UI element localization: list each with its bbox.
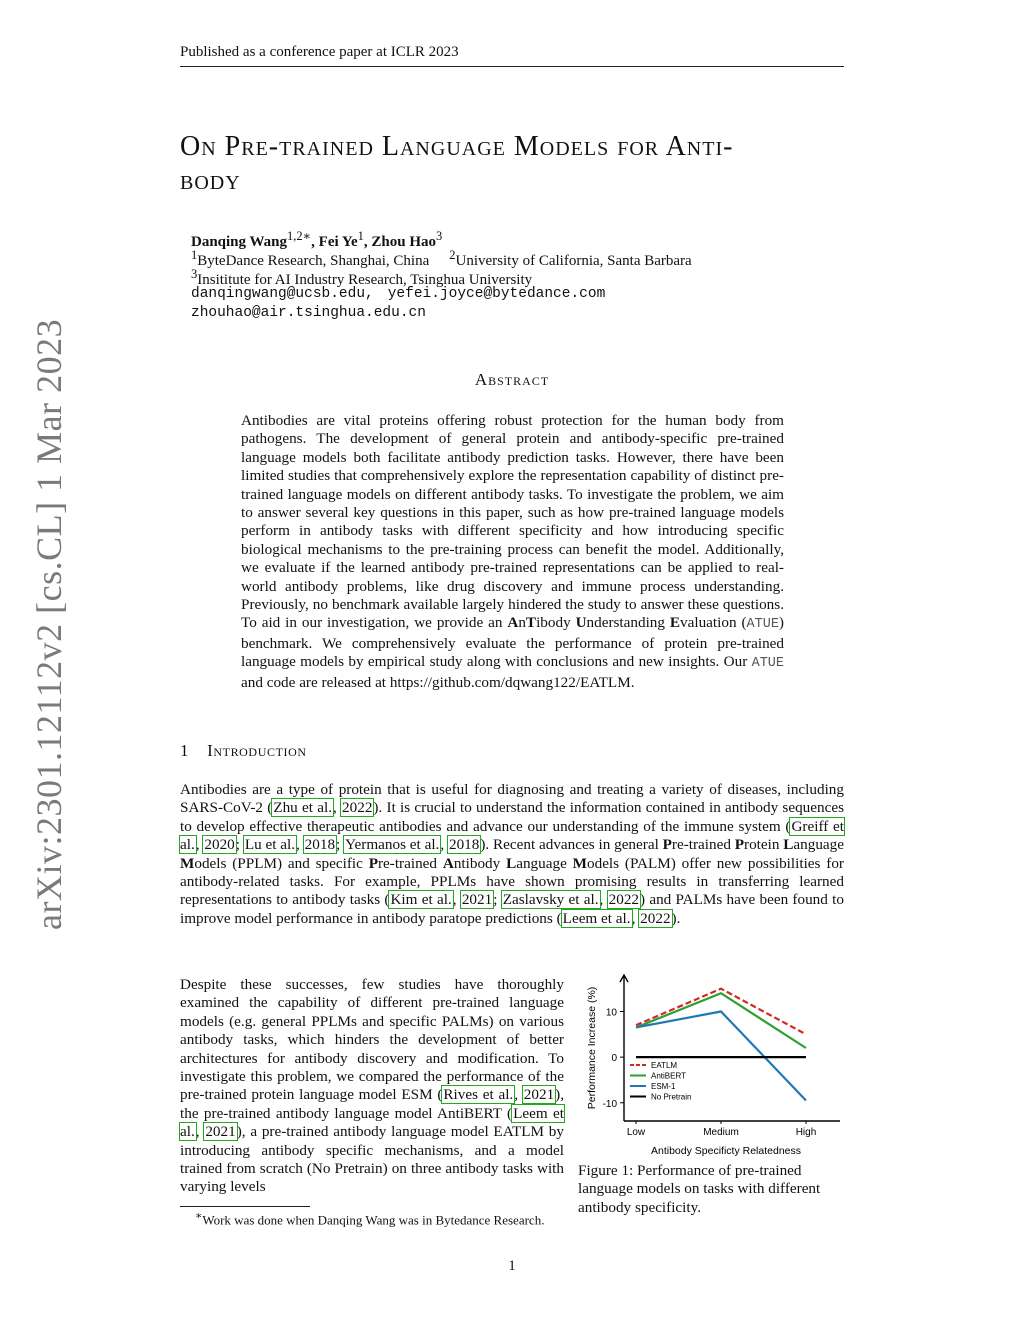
footnote-text: Work was done when Danqing Wang was in Bytedance Research. bbox=[202, 1212, 545, 1228]
x-tick-label: Low bbox=[626, 1127, 646, 1138]
y-axis-label: Performance Increase (%) bbox=[586, 986, 598, 1110]
citation-link[interactable]: 2021 bbox=[461, 891, 493, 909]
section-title: Introduction bbox=[207, 741, 307, 760]
arxiv-stamp: arXiv:2301.12112v2 [cs.CL] 1 Mar 2023 bbox=[29, 318, 69, 930]
author-2: Fei Ye bbox=[318, 234, 358, 250]
title-line-1: On Pre-trained Language Models for Anti- bbox=[180, 131, 734, 162]
x-axis-label: Antibody Specificty Relatedness bbox=[651, 1145, 801, 1157]
citation-link[interactable]: 2022 bbox=[640, 909, 671, 927]
citation-link[interactable]: Yermanos et al. bbox=[345, 836, 440, 854]
email-row-1 bbox=[191, 285, 605, 304]
title-line-2: body bbox=[180, 165, 241, 196]
email-1: danqingwang@ucsb.edu, bbox=[191, 286, 374, 302]
citation-link[interactable]: Zaslavsky et al. bbox=[502, 891, 599, 909]
citation-link[interactable]: 2022 bbox=[342, 799, 373, 817]
email-row-2 bbox=[191, 304, 426, 323]
author-3: Zhou Hao bbox=[371, 234, 437, 250]
abstract-heading: Abstract bbox=[474, 370, 550, 389]
affiliation-3: Insititute for AI Industry Research, Tsinghua University bbox=[197, 272, 533, 288]
citation-link[interactable]: Leem et al. bbox=[180, 1104, 564, 1141]
citation-link[interactable]: 2021 bbox=[523, 1086, 555, 1104]
affiliation-2: University of California, Santa Barbara bbox=[455, 253, 692, 269]
section-heading bbox=[180, 741, 307, 761]
atue-name: ATUE bbox=[746, 617, 779, 633]
author-1-footnote-mark: ∗ bbox=[302, 229, 312, 243]
atue-name: ATUE bbox=[751, 656, 784, 672]
series-line-antibert bbox=[636, 993, 806, 1048]
citation-link[interactable]: Lu et al. bbox=[244, 836, 296, 854]
y-tick-label: -10 bbox=[602, 1098, 617, 1110]
author-1: Danqing Wang bbox=[191, 234, 288, 250]
citation-link[interactable]: 2022 bbox=[608, 891, 639, 909]
citation-link[interactable]: Leem et al. bbox=[562, 909, 631, 927]
figure-caption: Figure 1: Performance of pre-trained language models on tasks with different antibody specificity. bbox=[578, 1162, 821, 1216]
citation-link[interactable]: 2018 bbox=[448, 836, 480, 854]
legend-label-no-pretrain: No Pretrain bbox=[651, 1092, 692, 1102]
citation-link[interactable]: 2021 bbox=[205, 1123, 236, 1141]
affiliation-1: ByteDance Research, Shanghai, China bbox=[197, 253, 430, 269]
body-paragraph: Despite these successes, few studies have thoroughly examined the capability of different pre-trained language models (e.g. general PPLMs and specific PALMs) on various antibody tasks, which hinders the development of better architectures for antibody discovery and modification. To investigate this problem, we compared the performance of the pre-trained protein language model ESM (Rives et al., 2021), the pre-trained antibody language model AntiBERT (Leem et al., 2021), a pre-trained antibody language model EATLM by introducing antibody specific mechanisms, and a model trained from scratch (No Pretrain) on three antibody tasks with varying levels bbox=[180, 976, 565, 1196]
citation-link[interactable]: Zhu et al. bbox=[273, 799, 332, 817]
header-rule bbox=[180, 66, 844, 67]
author-3-affil: 3 bbox=[436, 229, 443, 243]
email-3: zhouhao@air.tsinghua.edu.cn bbox=[191, 305, 426, 321]
footnote-mark: ∗ bbox=[195, 1210, 203, 1222]
legend-label-eatlm: EATLM bbox=[651, 1061, 678, 1070]
author-list: Danqing Wang$^{1,2∗}$, Fei Ye$^1$, Zhou Hao$^3$ bbox=[191, 229, 443, 250]
citation-link[interactable]: Greiff et al. bbox=[180, 817, 844, 854]
intro-paragraph: Antibodies are a type of protein that is useful for diagnosing and treating a variety of diseases, including SARS-CoV-2 (Zhu et al., 2022). It is crucial to understand the information contained in antibody sequences to develop effective therapeutic antibodies and advance our understanding of the immune system (Greiff et al., 2020; Lu et al., 2018; Yermanos et al., 2018). Recent advances in general Pre-trained Protein Language Models (PPLM) and specific Pre-trained Antibody Language Models (PALM) offer new possibilities for antibody-related tasks. For example, PPLMs have shown promising results in transferring learned representations to antibody tasks (Kim et al., 2021; Zaslavsky et al., 2022) and PALMs have been found to improve model performance in antibody paratope predictions (Leem et al., 2022). bbox=[180, 781, 845, 927]
abstract-body: Antibodies are vital proteins offering robust protection for the human body from pathogens. The development of general protein and antibody-specific pre-trained language models both facilitate antibody prediction tasks. However, there have been limited studies that comprehensively explore the representation capability of distinct pre-trained language models on different antibody tasks. To investigate the problem, we aim to answer several key questions in this paper, such as how pre-trained language models perform in antibody tasks with different specificity and how introducing specific biological mechanisms to the pre-training process can benefit the model. Additionally, we evaluate if the learned antibody pre-trained representations can be applied to real-world antibody problems, like drug discovery and immune process understanding. Previously, no benchmark available largely hindered the study to answer these questions. To aid in our investigation, we provide an AnTibody Understanding Evaluation (ATUE) benchmark. We comprehensively evaluate the performance of protein pre-trained language models by empirical study along with conclusions and new insights. Our ATUE and code are released at https://github.com/dqwang122/EATLM. bbox=[241, 412, 784, 691]
paper-title bbox=[180, 130, 850, 198]
running-header: Published as a conference paper at ICLR 2023 bbox=[180, 44, 459, 60]
author-1-affil: 1,2 bbox=[287, 229, 303, 243]
citation-link[interactable]: 2018 bbox=[304, 836, 336, 854]
x-tick-label: High bbox=[795, 1127, 817, 1138]
section-number: 1 bbox=[180, 741, 190, 760]
figure-1-chart bbox=[578, 965, 846, 1160]
author-2-affil: 1 bbox=[357, 229, 364, 243]
citation-link[interactable]: Rives et al. bbox=[443, 1086, 514, 1104]
affiliation-row-1: $^1$ByteDance Research, Shanghai, China $^2$University of California, Santa Barbara bbox=[191, 248, 692, 269]
citation-link[interactable]: Kim et al. bbox=[390, 891, 452, 909]
y-tick-label: 0 bbox=[611, 1053, 617, 1065]
y-tick-label: 10 bbox=[605, 1007, 617, 1019]
affiliation-row-3: $^3$Insititute for AI Industry Research, Tsinghua University bbox=[191, 267, 533, 288]
x-tick-label: Medium bbox=[703, 1127, 739, 1138]
citation-link[interactable]: 2020 bbox=[204, 836, 235, 854]
footnote bbox=[195, 1209, 544, 1228]
legend-label-esm-1: ESM-1 bbox=[651, 1082, 676, 1091]
footnote-rule bbox=[180, 1206, 310, 1207]
legend-label-antibert: AntiBERT bbox=[651, 1071, 686, 1081]
email-2: yefei.joyce@bytedance.com bbox=[387, 286, 606, 302]
page-number: 1 bbox=[508, 1258, 516, 1274]
